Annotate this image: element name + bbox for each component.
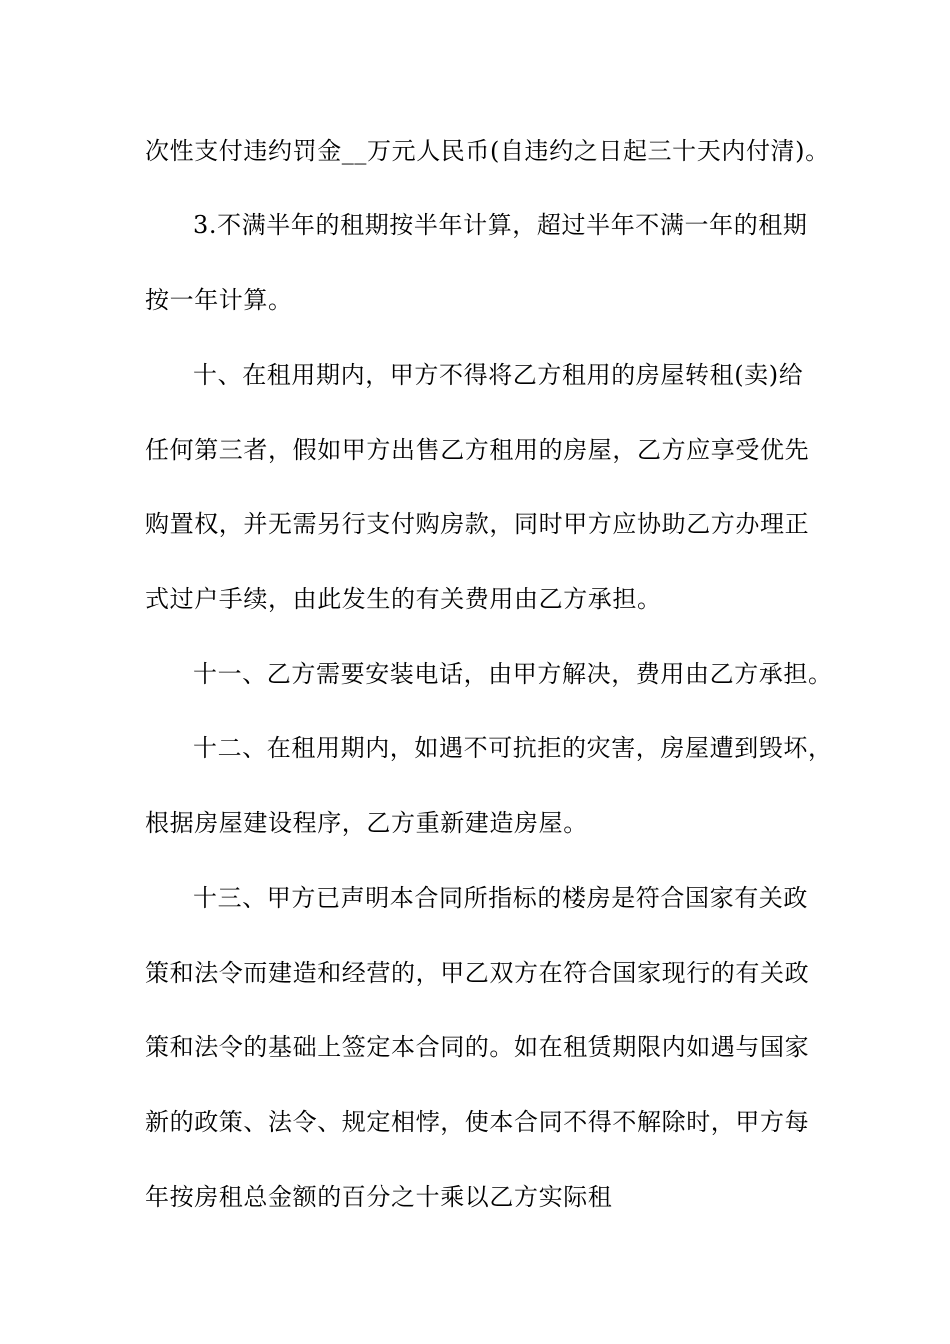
text-line: 十、在租用期内，甲方不得将乙方租用的房屋转租(卖)给 (193, 361, 804, 389)
text-line: 十二、在租用期内，如遇不可抗拒的灾害，房屋遭到毁坏， (193, 734, 833, 762)
text-line: 年按房租总金额的百分之十乘以乙方实际租 (145, 1183, 613, 1211)
text-line: 购置权，并无需另行支付购房款，同时甲方应协助乙方办理正 (145, 510, 810, 538)
text-line: 十三、甲方已声明本合同所指标的楼房是符合国家有关政 (193, 884, 808, 912)
text-line: 新的政策、法令、规定相悖，使本合同不得不解除时，甲方每 (145, 1108, 810, 1136)
text-line: 任何第三者，假如甲方出售乙方租用的房屋，乙方应享受优先 (145, 436, 810, 464)
text-line: 根据房屋建设程序，乙方重新建造房屋。 (145, 809, 588, 837)
text-line: 式过户手续，由此发生的有关费用由乙方承担。 (145, 585, 662, 613)
text-line: 策和法令而建造和经营的，甲乙双方在符合国家现行的有关政 (145, 959, 810, 987)
text-line: 按一年计算。 (145, 286, 293, 314)
text-line: 策和法令的基础上签定本合同的。如在租赁期限内如遇与国家 (145, 1033, 810, 1061)
text-line: 3.不满半年的租期按半年计算，超过半年不满一年的租期 (193, 211, 808, 239)
text-line: 十一、乙方需要安装电话，由甲方解决，费用由乙方承担。 (193, 660, 833, 688)
text-line: 次性支付违约罚金__万元人民币(自违约之日起三十天内付清)。 (145, 137, 830, 165)
